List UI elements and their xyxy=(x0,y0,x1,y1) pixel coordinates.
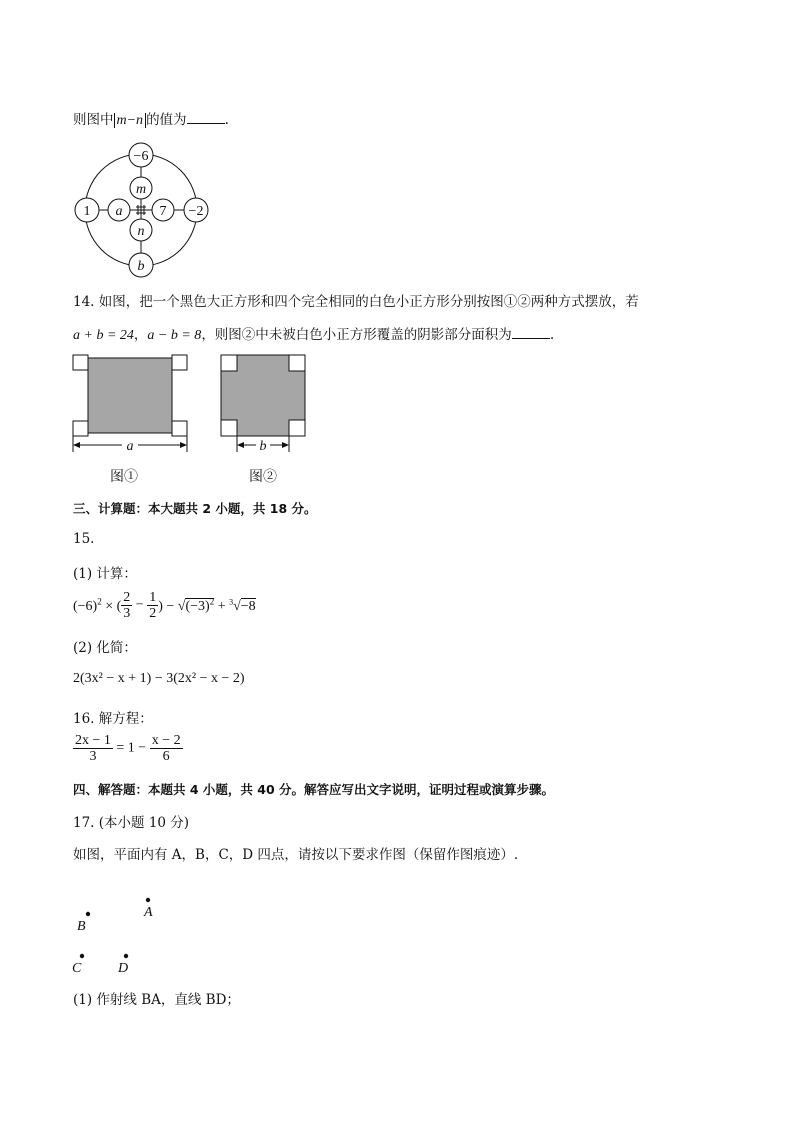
label-top: −6 xyxy=(133,149,149,164)
dim-b: b xyxy=(259,439,267,454)
point-b-label: B xyxy=(77,919,86,934)
q16-label: 16. 解方程： xyxy=(73,711,153,727)
q14-figure-1 xyxy=(70,352,194,456)
q13-tail-line xyxy=(73,108,229,129)
answer-blank xyxy=(512,326,550,339)
q14-line1: 14. 如图，把一个黑色大正方形和四个完全相同的白色小正方形分别按图①②两种方式摆放，若 xyxy=(73,294,639,310)
q17-part1: (1) 作射线 BA，直线 BD； xyxy=(73,992,240,1008)
point-a-dot xyxy=(146,898,150,902)
small-square-tr xyxy=(172,355,187,370)
q17-text: 如图，平面内有 A，B，C，D 四点，请按以下要求作图（保留作图痕迹）. xyxy=(73,847,519,863)
label-right: −2 xyxy=(188,204,204,219)
label-inner-top: m xyxy=(135,182,147,197)
point-c-label: C xyxy=(72,961,82,976)
lhs-denominator: 3 xyxy=(89,749,97,764)
lhs-numerator: 2x − 1 xyxy=(75,733,111,748)
q14-figure-2 xyxy=(216,352,312,456)
point-b-dot xyxy=(86,912,90,916)
condition-sum: a + b = 24 xyxy=(73,328,134,343)
label-bottom: b xyxy=(137,259,145,274)
rhs-numerator: x − 2 xyxy=(151,733,181,748)
q14-line2-end: . xyxy=(549,327,555,343)
small-square-tl xyxy=(73,355,88,370)
q14-line2 xyxy=(73,323,554,344)
fig2-caption: 图② xyxy=(249,469,277,485)
q17-number: 17. (本小题 10 分) xyxy=(73,815,190,831)
q13-tail-end: . xyxy=(224,112,229,128)
label-inner-bottom: n xyxy=(137,224,145,239)
small-square-bl xyxy=(221,420,237,436)
section-3-title: 三、计算题：本大题共 2 小题，共 18 分。 xyxy=(73,501,317,516)
abs-expression: m−n xyxy=(114,113,147,128)
q16-equation xyxy=(73,733,183,764)
q15-part1-expression: $(-6)^2$ × ( $\frac{2}{3}$ − $\frac{1}{2}$ ) − $√(-3)^2 + ^3√-8$ xyxy=(73,590,256,621)
condition-difference: a − b = 8 xyxy=(147,328,202,343)
q13-circle-diagram xyxy=(68,140,218,282)
fig1-caption: 图① xyxy=(110,469,138,485)
q15-part2-label: (2) 化简： xyxy=(73,640,137,656)
small-square-bl xyxy=(73,421,88,436)
small-square-tr xyxy=(289,355,305,371)
big-square xyxy=(88,358,172,433)
label-inner-left: a xyxy=(115,204,123,219)
point-d-dot xyxy=(124,954,128,958)
q13-tail-prefix: 则图中 xyxy=(73,112,114,128)
label-left: 1 xyxy=(83,204,91,219)
q15-number: 15. xyxy=(73,531,95,547)
q15-part2-expression: 2(3x² − x + 1) − 3(2x² − x − 2) xyxy=(73,671,245,686)
answer-blank xyxy=(187,111,225,124)
small-square-br xyxy=(289,420,305,436)
rhs-denominator: 6 xyxy=(162,749,170,764)
section-4-title: 四、解答题：本题共 4 小题，共 40 分。解答应写出文字说明，证明过程或演算步骤。 xyxy=(73,782,555,797)
point-a-label: A xyxy=(144,905,153,920)
point-d-label: D xyxy=(118,961,129,976)
small-square-br xyxy=(172,421,187,436)
q13-tail-suffix: 的值为 xyxy=(146,112,187,128)
condition-separator: ， xyxy=(133,327,148,343)
equation-middle: = 1 − xyxy=(116,740,147,756)
small-square-tl xyxy=(221,355,237,371)
q14-line2-tail: ，则图②中未被白色小正方形覆盖的阴影部分面积为 xyxy=(201,327,512,343)
label-inner-right: 7 xyxy=(159,204,167,219)
point-c-dot xyxy=(80,954,84,958)
q15-part1-label: (1) 计算： xyxy=(73,566,137,582)
q17-points-diagram xyxy=(68,892,178,978)
dim-a: a xyxy=(126,439,134,454)
